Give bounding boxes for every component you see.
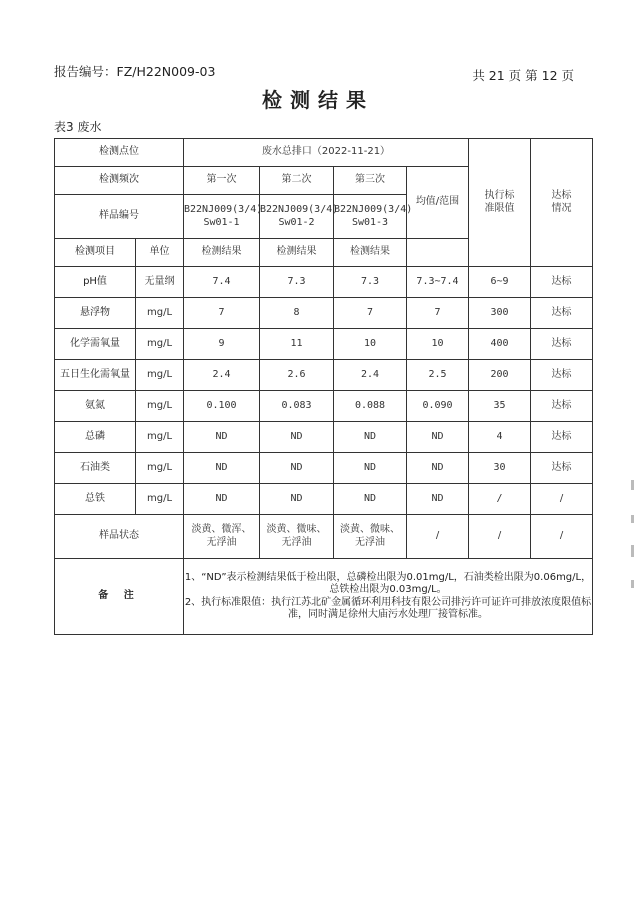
result-header-1: 检测结果 [184,239,260,267]
result-3: ND [334,422,407,453]
result-2: 11 [260,329,334,360]
point-row [55,139,593,167]
average: ND [407,453,469,484]
frequency-2: 第二次 [260,167,334,195]
unit: mg/L [136,391,184,422]
notes-label: 备 注 [55,559,184,635]
unit: mg/L [136,422,184,453]
compliance: / [531,484,593,515]
standard-limit: 200 [469,360,531,391]
notes-content [184,559,593,635]
note-2: 2、执行标准限值：执行江苏北矿金属循环利用科技有限公司排污许可证许可排放浓度限值标准，同时满足徐州大庙污水处理厂接管标准。 [184,596,592,620]
result-1: ND [184,422,260,453]
item-header: 检测项目 [55,239,136,267]
compliance: 达标 [531,391,593,422]
table-row [55,360,593,391]
table-row [55,298,593,329]
result-3: ND [334,484,407,515]
table-row [55,453,593,484]
sample-id-2: B22NJ009(3/4) Sw01-2 [260,195,334,239]
item-name: 总铁 [55,484,136,515]
unit: 无量纲 [136,267,184,298]
result-3: 7.3 [334,267,407,298]
average: ND [407,422,469,453]
sample-state-2: 淡黄、微味、 无浮油 [260,515,334,559]
sample-state-3: 淡黄、微味、 无浮油 [334,515,407,559]
item-name: 化学需氧量 [55,329,136,360]
result-3: 0.088 [334,391,407,422]
unit: mg/L [136,329,184,360]
item-name: 氨氮 [55,391,136,422]
result-2: 0.083 [260,391,334,422]
table-row [55,484,593,515]
unit: mg/L [136,453,184,484]
item-name: 悬浮物 [55,298,136,329]
standard-limit: 400 [469,329,531,360]
sample-state-compliance: / [531,515,593,559]
compliance: 达标 [531,267,593,298]
result-2: ND [260,453,334,484]
average-header-cell [407,239,469,267]
result-2: ND [260,422,334,453]
result-1: 7 [184,298,260,329]
report-number: 报告编号：FZ/H22N009-03 [54,64,216,79]
unit: mg/L [136,484,184,515]
scan-edge-mark [631,545,634,557]
unit-header: 单位 [136,239,184,267]
unit: mg/L [136,298,184,329]
item-name: 石油类 [55,453,136,484]
notes-row [55,559,593,635]
average: ND [407,484,469,515]
sample-id-3: B22NJ009(3/4) Sw01-3 [334,195,407,239]
compliance: 达标 [531,329,593,360]
average-header: 均值/范围 [407,167,469,239]
result-1: ND [184,484,260,515]
standard-limit: 6~9 [469,267,531,298]
result-1: ND [184,453,260,484]
standard-limit: 30 [469,453,531,484]
scan-edge-mark [631,580,634,588]
compliance-header: 达标情况 [531,139,593,267]
table-row [55,267,593,298]
result-1: 0.100 [184,391,260,422]
result-2: ND [260,484,334,515]
result-3: 10 [334,329,407,360]
result-2: 7.3 [260,267,334,298]
result-3: 2.4 [334,360,407,391]
sample-state-1: 淡黄、微浑、 无浮油 [184,515,260,559]
sample-state-row [55,515,593,559]
unit: mg/L [136,360,184,391]
frequency-1: 第一次 [184,167,260,195]
point-label: 检测点位 [55,139,184,167]
average: 10 [407,329,469,360]
result-3: 7 [334,298,407,329]
frequency-label: 检测频次 [55,167,184,195]
standard-header: 执行标准限值 [469,139,531,267]
compliance: 达标 [531,298,593,329]
frequency-3: 第三次 [334,167,407,195]
compliance: 达标 [531,360,593,391]
item-name: 五日生化需氧量 [55,360,136,391]
result-header-2: 检测结果 [260,239,334,267]
standard-limit: / [469,484,531,515]
average: 0.090 [407,391,469,422]
item-name: 总磷 [55,422,136,453]
result-1: 9 [184,329,260,360]
results-table [54,138,593,635]
sample-state-label: 样品状态 [55,515,184,559]
average: 7 [407,298,469,329]
result-3: ND [334,453,407,484]
result-1: 7.4 [184,267,260,298]
average: 7.3~7.4 [407,267,469,298]
compliance: 达标 [531,422,593,453]
table-row [55,422,593,453]
result-header-3: 检测结果 [334,239,407,267]
page-title: 检测结果 [262,88,374,112]
result-2: 8 [260,298,334,329]
average: 2.5 [407,360,469,391]
sample-label: 样品编号 [55,195,184,239]
result-1: 2.4 [184,360,260,391]
table-row [55,391,593,422]
standard-limit: 4 [469,422,531,453]
sample-state-standard: / [469,515,531,559]
standard-limit: 35 [469,391,531,422]
item-name: pH值 [55,267,136,298]
page-count: 共 21 页 第 12 页 [472,68,574,83]
result-2: 2.6 [260,360,334,391]
note-1: 1、“ND”表示检测结果低于检出限，总磷检出限为0.01mg/L，石油类检出限为0.06mg/L，总铁检出限为0.03mg/L。 [184,571,592,595]
sample-id-1: B22NJ009(3/4) Sw01-1 [184,195,260,239]
scan-edge-mark [631,515,634,523]
point-value: 废水总排口（2022-11-21） [184,139,469,167]
table-row [55,329,593,360]
standard-limit: 300 [469,298,531,329]
table-caption: 表3 废水 [54,120,102,134]
sample-state-average: / [407,515,469,559]
compliance: 达标 [531,453,593,484]
scan-edge-mark [631,480,634,490]
